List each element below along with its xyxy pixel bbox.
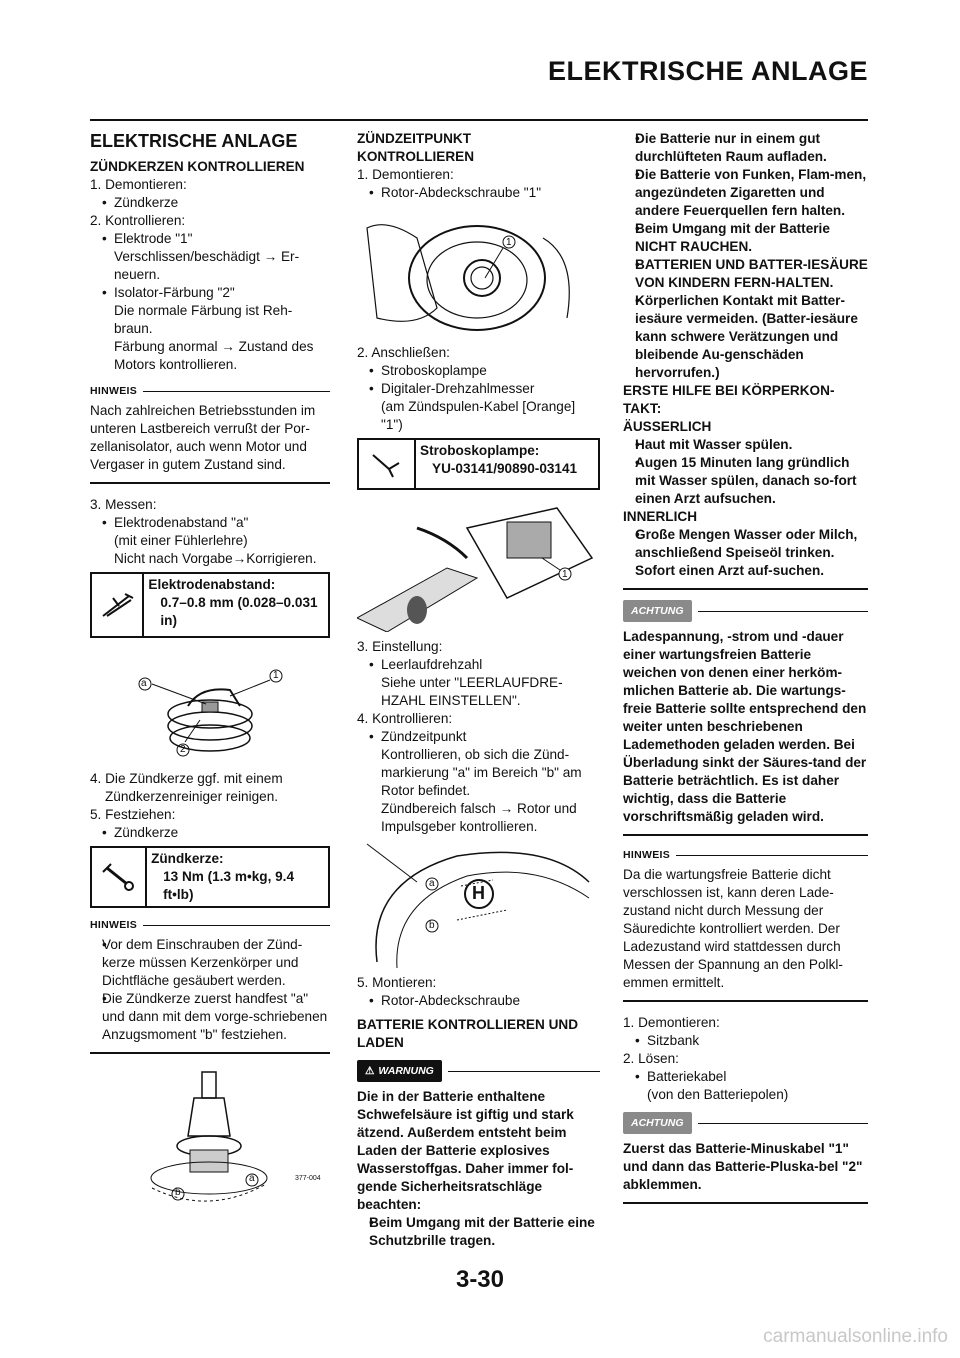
warning-bullet: • Große Mengen Wasser oder Milch, anschließend Speiseöl trinken. Sofort einen Arzt auf-suchen. bbox=[623, 526, 868, 580]
bullet-cont: Motors kontrollieren. bbox=[114, 357, 238, 372]
warning-badge bbox=[357, 1060, 442, 1082]
spec-value: YU-03141/90890-03141 bbox=[432, 461, 578, 476]
fig-callout: b bbox=[175, 1187, 181, 1198]
bullet-cont: "1") bbox=[381, 417, 403, 432]
section-title: LADEN bbox=[357, 1035, 404, 1050]
column-right bbox=[623, 130, 868, 1214]
bullet-cont: markierung "a" im Bereich "b" am bbox=[381, 765, 582, 780]
warning-bullet: • Beim Umgang mit der Batterie NICHT RAUCHEN. bbox=[623, 220, 868, 256]
caution-badge: ACHTUNG bbox=[623, 1112, 692, 1134]
note-header bbox=[90, 916, 330, 934]
step: 4. Die Zündkerze ggf. mit einem Zündkerzenreiniger reinigen. bbox=[90, 771, 283, 804]
warning-bullet: • Augen 15 Minuten lang gründlich mit Wasser spülen, danach so-fort einen Arzt aufsuchen. bbox=[623, 454, 868, 508]
timing-light-icon bbox=[359, 440, 416, 488]
bullet-cont: (am Zündspulen-Kabel [Orange] bbox=[381, 399, 576, 414]
spec-label: Elektrodenabstand: bbox=[148, 577, 276, 592]
page-number: 3-30 bbox=[455, 1266, 505, 1293]
timing-mark-figure bbox=[357, 842, 600, 968]
step: 5. Festziehen: bbox=[90, 807, 176, 822]
bullet: • Sitzbank bbox=[623, 1032, 868, 1050]
timing-light-figure bbox=[357, 498, 600, 632]
warning-bullet: • Beim Umgang mit der Batterie eine Schutzbrille tragen. bbox=[357, 1214, 600, 1250]
step: 1. Demontieren: bbox=[357, 167, 454, 182]
caution-badge: ACHTUNG bbox=[623, 600, 692, 622]
caution-header bbox=[623, 1112, 868, 1134]
fig-callout: a bbox=[249, 1173, 255, 1184]
spec-text bbox=[144, 574, 328, 636]
bullet-cont: (von den Batteriepolen) bbox=[647, 1087, 789, 1102]
bullet-cont: Rotor befindet. bbox=[381, 783, 471, 798]
note-header bbox=[623, 846, 868, 864]
fig-callout: 2 bbox=[180, 744, 186, 755]
caution-header bbox=[623, 600, 868, 622]
fig-callout: a bbox=[141, 678, 147, 689]
bullet: • Zündzeitpunkt bbox=[357, 728, 600, 746]
caution-text: Zuerst das Batterie-Minuskabel "1" und dann das Batterie-Pluska-bel "2" abklemmen. bbox=[623, 1141, 863, 1192]
note-box bbox=[90, 382, 330, 484]
bullet: • Leerlaufdrehzahl bbox=[357, 656, 600, 674]
step: 3. Einstellung: bbox=[357, 639, 443, 654]
warning-triangle-icon: ⚠ bbox=[365, 1065, 375, 1077]
warning-bullet: • BATTERIEN UND BATTER-IESÄURE VON KINDERN FERN-HALTEN. bbox=[623, 256, 868, 292]
spec-value: 0.7–0.8 mm (0.028–0.031 in) bbox=[160, 595, 318, 628]
bullet: • Stroboskoplampe bbox=[357, 362, 600, 380]
step: 1. Demontieren: bbox=[623, 1015, 720, 1030]
bullet: • Rotor-Abdeckschraube "1" bbox=[357, 184, 600, 202]
bullet-cont: Nicht nach Vorgabe→Korrigieren. bbox=[114, 551, 317, 566]
page-header-title: ELEKTRISCHE ANLAGE bbox=[547, 56, 868, 86]
fig-callout: H bbox=[472, 883, 485, 903]
fig-callout: 1 bbox=[562, 569, 568, 580]
caution-text: Ladespannung, -strom und -dauer einer wartungsfreien Batterie weichen von denen einer herköm-mlichen Batterie ab. Die wartungs-freie Batterie sollte entsprechend den weiter unten beschriebenen Lademethoden geladen werden. Bei Überladung sinkt der Säures-tand der Batterie beträchtlich. Es ist daher wichtig, dass die Batterie vorschriftsmäßig geladen wird. bbox=[623, 629, 867, 824]
bullet: • Elektrode "1" bbox=[90, 230, 330, 248]
warning-bullet: • Körperlichen Kontakt mit Batter-iesäure vermeiden. (Batter-iesäure kann schwere Verätzungen und bleibende Au-genschäden hervorrufen.) bbox=[623, 292, 868, 382]
bullet-cont: Kontrollieren, ob sich die Zünd- bbox=[381, 747, 570, 762]
note-label: HINWEIS bbox=[90, 385, 138, 397]
note-bullet: • Vor dem Einschrauben der Zünd-kerze müssen Kerzenkörper und Dichtfläche gesäubert werden. bbox=[90, 936, 330, 990]
step: 1. Demontieren: bbox=[90, 177, 187, 192]
fig-callout: 1 bbox=[506, 237, 512, 248]
spec-box bbox=[90, 846, 330, 908]
step: 2. Lösen: bbox=[623, 1051, 679, 1066]
bullet: • Zündkerze bbox=[90, 824, 330, 842]
spec-text bbox=[147, 848, 328, 906]
bullet-cont: Färbung anormal → Zustand des bbox=[114, 339, 314, 354]
bullet-cont: Zündbereich falsch → Rotor und bbox=[381, 801, 577, 816]
warning-bullet: • Die Batterie von Funken, Flam-men, angezündeten Zigaretten und andere Feuerquellen fern halten. bbox=[623, 166, 868, 220]
fig-callout: a bbox=[429, 878, 435, 889]
step: 3. Messen: bbox=[90, 497, 157, 512]
bullet-cont: Siehe unter "LEERLAUFDRE- bbox=[381, 675, 563, 690]
bullet-cont: braun. bbox=[114, 321, 153, 336]
bullet: • Isolator-Färbung "2" bbox=[90, 284, 330, 302]
torque-wrench-icon bbox=[92, 848, 147, 906]
note-text: Da die wartungsfreie Batterie dicht verschlossen ist, kann deren Lade-zustand nicht durch Messung der Säuredichte kontrolliert werden. Der Ladezustand wird stattdessen durch Messen der Spannung an den Polkl-emmen ermittelt. bbox=[623, 867, 843, 990]
spec-box bbox=[90, 572, 330, 638]
spec-label: Stroboskoplampe: bbox=[420, 443, 540, 458]
spark-plug-torque-figure bbox=[90, 1066, 330, 1206]
section-title: KONTROLLIEREN bbox=[357, 149, 475, 164]
first-aid-heading: ERSTE HILFE BEI KÖRPERKON-TAKT: bbox=[623, 383, 835, 416]
spec-label: Zündkerze: bbox=[151, 851, 224, 866]
column-middle bbox=[357, 130, 600, 1250]
step: 5. Montieren: bbox=[357, 975, 437, 990]
header-rule bbox=[90, 119, 868, 121]
warning-label: WARNUNG bbox=[378, 1065, 434, 1077]
bullet-cont: Verschlissen/beschädigt → Er- bbox=[114, 249, 300, 264]
section-title: ELEKTRISCHE ANLAGE bbox=[90, 131, 298, 151]
fig-code: 377-004 bbox=[295, 1175, 321, 1182]
section-title: ZÜNDZEITPUNKT bbox=[357, 131, 472, 146]
page-header bbox=[0, 0, 960, 120]
note-header bbox=[90, 382, 330, 400]
bullet: • Elektrodenabstand "a" bbox=[90, 514, 330, 532]
warning-bullet: • Die Batterie nur in einem gut durchlüfteten Raum aufladen. bbox=[623, 130, 868, 166]
caution-box bbox=[623, 628, 868, 836]
note-text: Nach zahlreichen Betriebsstunden im unteren Lastbereich verrußt der Por-zellanisolator, auch wenn Motor und Vergaser in gutem Zustand sind. bbox=[90, 403, 316, 472]
bullet: • Digitaler-Drehzahlmesser bbox=[357, 380, 600, 398]
fig-callout: 1 bbox=[273, 670, 279, 681]
bullet-cont: Die normale Färbung ist Reh- bbox=[114, 303, 293, 318]
feeler-gauge-icon bbox=[92, 574, 144, 636]
spark-plug-gap-figure bbox=[90, 646, 330, 764]
external-heading: ÄUSSERLICH bbox=[623, 419, 712, 434]
warning-bullet: • Haut mit Wasser spülen. bbox=[623, 436, 868, 454]
warning-header bbox=[357, 1060, 600, 1082]
spec-text bbox=[416, 440, 583, 488]
note-box bbox=[90, 916, 330, 1054]
section-title: BATTERIE KONTROLLIEREN UND bbox=[357, 1017, 579, 1032]
bullet: • Zündkerze bbox=[90, 194, 330, 212]
bullet: • Rotor-Abdeckschraube bbox=[357, 992, 600, 1010]
bullet-cont: (mit einer Fühlerlehre) bbox=[114, 533, 248, 548]
step: 2. Kontrollieren: bbox=[90, 213, 186, 228]
caution-box bbox=[623, 1140, 868, 1204]
warning-continuation bbox=[623, 130, 868, 590]
step: 4. Kontrollieren: bbox=[357, 711, 453, 726]
column-left bbox=[90, 130, 330, 1212]
spec-box bbox=[357, 438, 600, 490]
spec-value: 13 Nm (1.3 m•kg, 9.4 ft•lb) bbox=[163, 869, 295, 902]
sub-title: ZÜNDKERZEN KONTROLLIEREN bbox=[90, 159, 305, 174]
note-label: HINWEIS bbox=[623, 849, 671, 861]
fig-callout: b bbox=[429, 920, 435, 931]
rotor-cover-figure bbox=[357, 208, 600, 338]
bullet-cont: neuern. bbox=[114, 267, 161, 282]
warning-text: Die in der Batterie enthaltene Schwefelsäure ist giftig und stark ätzend. Außerdem entsteht beim Laden der Batterie explosives Wasserstoffgas. Daher immer fol-gende Sicherheitsratschläge beachten: bbox=[357, 1089, 574, 1212]
note-box bbox=[623, 846, 868, 1002]
bullet: • Batteriekabel bbox=[623, 1068, 868, 1086]
step: 2. Anschließen: bbox=[357, 345, 450, 360]
internal-heading: INNERLICH bbox=[623, 509, 698, 524]
watermark: carmanualsonline.info bbox=[763, 1326, 948, 1347]
bullet-cont: HZAHL EINSTELLEN". bbox=[381, 693, 521, 708]
note-bullet: • Die Zündkerze zuerst handfest "a" und dann mit dem vorge-schriebenen Anzugsmoment "b" festziehen. bbox=[90, 990, 330, 1044]
note-label: HINWEIS bbox=[90, 919, 138, 931]
bullet-cont: Impulsgeber kontrollieren. bbox=[381, 819, 538, 834]
